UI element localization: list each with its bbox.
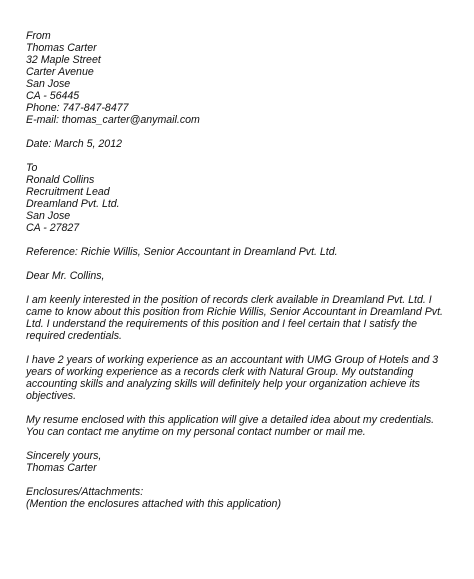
closing-phrase: Sincerely yours, — [26, 450, 102, 462]
letter-date: Date: March 5, 2012 — [26, 138, 122, 150]
recipient-title: Recruitment Lead — [26, 186, 110, 198]
sender-city: San Jose — [26, 78, 71, 90]
recipient-city: San Jose — [26, 210, 71, 222]
salutation: Dear Mr. Collins, — [26, 270, 105, 282]
sender-avenue: Carter Avenue — [26, 66, 94, 78]
enclosures-heading: Enclosures/Attachments: — [26, 486, 144, 498]
sender-email: E-mail: thomas_carter@anymail.com — [26, 114, 200, 126]
body-paragraph-text: My resume enclosed with this application will give a detailed idea about my credentials. You can contact me anytime on my personal contact number or mail me. — [26, 414, 435, 438]
sender-address-block — [26, 30, 446, 126]
body-paragraph-text: I have 2 years of working experience as an accountant with UMG Group of Hotels and 3 years of working experience as a records clerk with Natural Group. My outstanding accounting skills and analyzing skills will definitely help your organization achieve its objectives. — [26, 354, 439, 402]
body-paragraph-3 — [26, 414, 446, 438]
body-paragraph-2 — [26, 354, 446, 402]
sender-name: Thomas Carter — [26, 42, 97, 54]
recipient-company: Dreamland Pvt. Ltd. — [26, 198, 120, 210]
reference-line: Reference: Richie Willis, Senior Accountant in Dreamland Pvt. Ltd. — [26, 246, 338, 258]
salutation-block — [26, 270, 446, 282]
closing-block — [26, 450, 446, 474]
letter-page — [26, 30, 446, 510]
recipient-state-zip: CA - 27827 — [26, 222, 80, 234]
enclosures-note: (Mention the enclosures attached with this application) — [26, 498, 281, 510]
enclosures-block — [26, 486, 446, 510]
signature-name: Thomas Carter — [26, 462, 97, 474]
recipient-address-block — [26, 162, 446, 234]
sender-phone: Phone: 747-847-8477 — [26, 102, 129, 114]
sender-street: 32 Maple Street — [26, 54, 101, 66]
recipient-name: Ronald Collins — [26, 174, 95, 186]
sender-state-zip: CA - 56445 — [26, 90, 80, 102]
reference-block — [26, 246, 446, 258]
recipient-heading: To — [26, 162, 38, 174]
body-paragraph-1 — [26, 294, 446, 342]
date-block — [26, 138, 446, 150]
body-paragraph-text: I am keenly interested in the position of records clerk available in Dreamland Pvt. Ltd. I came to know about this position from Richie Willis, Senior Accountant in Dreamland Pvt. Ltd. I understand the requirements of this position and I feel certain that I satisfy the required credentials. — [26, 294, 443, 342]
sender-heading: From — [26, 30, 51, 42]
